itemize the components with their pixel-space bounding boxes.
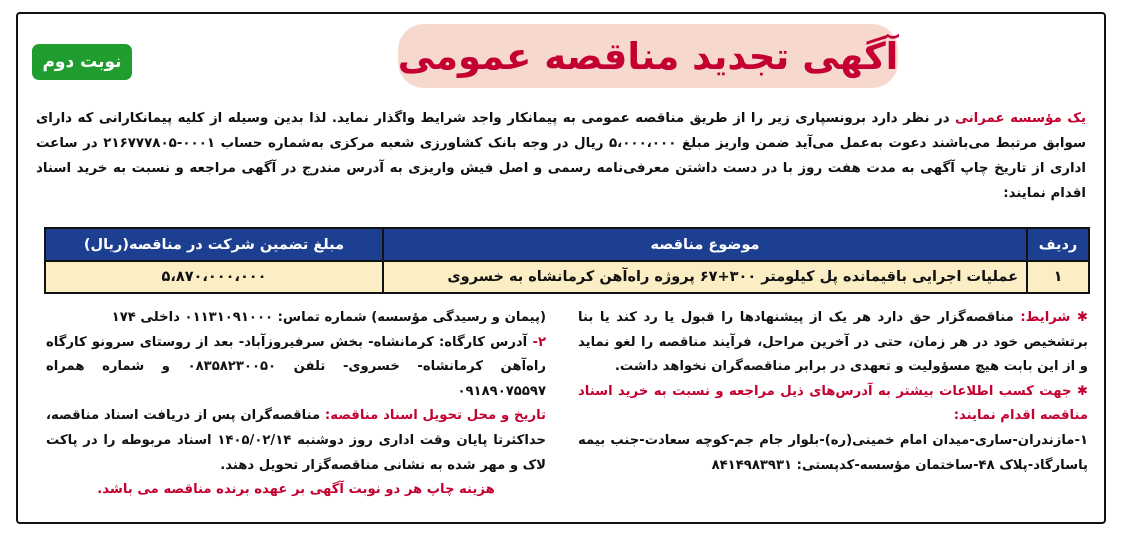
cell-amount: ۵،۸۷۰،۰۰۰،۰۰۰ bbox=[45, 261, 383, 293]
info-heading bbox=[578, 380, 1088, 429]
left-column bbox=[46, 306, 546, 503]
header-subject: موضوع مناقصه bbox=[383, 228, 1027, 261]
round-badge-label: نوبت دوم bbox=[42, 52, 122, 72]
address-2 bbox=[46, 331, 546, 405]
address-2-label: ۲- bbox=[532, 334, 546, 350]
delivery-text: مناقصه‌گران پس از دریافت اسناد مناقصه، حداکثرتا پایان وقت اداری روز دوشنبه ۱۴۰۵/۰۲/۱۴ اسناد مربوطه را در پاکت لاک و مهر شده به نشانی مناقصه‌گزار تحویل دهند. bbox=[46, 408, 546, 473]
title-banner bbox=[398, 24, 898, 88]
notice-frame bbox=[16, 12, 1106, 524]
cell-row-number: ۱ bbox=[1027, 261, 1089, 293]
conditions-label: شرایط: bbox=[1020, 310, 1071, 325]
round-badge bbox=[32, 44, 132, 80]
intro-text: در نظر دارد برونسپاری زیر را از طریق مناقصه عمومی به پیمانکار واجد شرایط واگذار نماید. لذا بدین وسیله از کلیه پیمانکارانی که دارای سوابق مرتبط می‌باشند دعوت به‌عمل می‌آید ضمن واریز مبلغ ۵،۰۰۰،۰۰۰ ریال در وجه بانک کشاورزی شعبه مرکزی به‌شماره حساب ۰۰۰۱-۲۱۶۷۷۷۸۰۵ در ساعت اداری از تاریخ چاپ آگهی به مدت هفت روز با در دست داشتن معرفی‌نامه رسمی و اصل فیش واریزی به آدرس مندرج در آگهی مراجعه و نسبت به خرید اسناد اقدام نمایند: bbox=[36, 111, 1087, 201]
asterisk-icon: ✱ bbox=[1071, 383, 1088, 399]
cell-subject: عملیات اجرایی باقیمانده پل کیلومتر ۳۰۰+۶۷ پروژه راه‌آهن کرمانشاه به خسروی bbox=[383, 261, 1027, 293]
delivery-label: تاریخ و محل تحویل اسناد مناقصه: bbox=[324, 408, 546, 424]
cost-note: هزینه چاپ هر دو نوبت آگهی بر عهده برنده مناقصه می باشد. bbox=[97, 482, 495, 498]
address-1: ۱-مازندران-ساری-میدان امام خمینی(ره)-بلوار جام جم-کوچه سعادت-جنب بیمه پاسارگاد-پلاک ۴۸-ساختمان مؤسسه-کدپستی: ۸۴۱۴۹۸۳۹۳۱ bbox=[578, 432, 1088, 473]
intro-paragraph bbox=[36, 106, 1086, 206]
right-column bbox=[578, 306, 1088, 478]
tender-table bbox=[44, 227, 1090, 294]
table-row bbox=[45, 261, 1089, 293]
header-row-number: ردیف bbox=[1027, 228, 1089, 261]
contact-line: (پیمان و رسیدگی مؤسسه) شماره تماس: ۰۱۱۳۱۰۹۱۰۰۰ داخلی ۱۷۴ bbox=[111, 310, 546, 325]
conditions-text: مناقصه‌گزار حق دارد هر یک از پیشنهادها را قبول یا رد کند یا بنا برتشخیص خود در هر زمان، حتی در آخرین مراحل، فرآیند مناقصه را لغو نماید و از این بابت هیچ مسؤولیت و تعهدی در برابر مناقصه‌گران نخواهد داشت. bbox=[578, 310, 1088, 375]
asterisk-icon: ✱ bbox=[1070, 310, 1088, 325]
address-2-text: آدرس کارگاه: کرمانشاه- بخش سرفیروزآباد- بعد از روستای سرونو کارگاه راه‌آهن کرمانشاه- خسروی- تلفن ۰۸۳۵۸۲۳۰۰۵۰ و شماره همراه ۰۹۱۸۹۰۷۵۵۹۷ bbox=[46, 334, 546, 399]
header bbox=[18, 14, 1104, 96]
info-heading-text: جهت کسب اطلاعات بیشتر به آدرس‌های ذیل مراجعه و نسبت به خرید اسناد مناقصه اقدام نمایند: bbox=[578, 383, 1088, 424]
header-amount: مبلغ تضمین شرکت در مناقصه(ریال) bbox=[45, 228, 383, 261]
delivery-paragraph bbox=[46, 404, 546, 478]
notice-title: آگهی تجدید مناقصه عمومی bbox=[397, 34, 899, 78]
table-header-row bbox=[45, 228, 1089, 261]
organization-name: یک مؤسسه عمرانی bbox=[955, 111, 1086, 126]
conditions-paragraph bbox=[578, 306, 1088, 380]
